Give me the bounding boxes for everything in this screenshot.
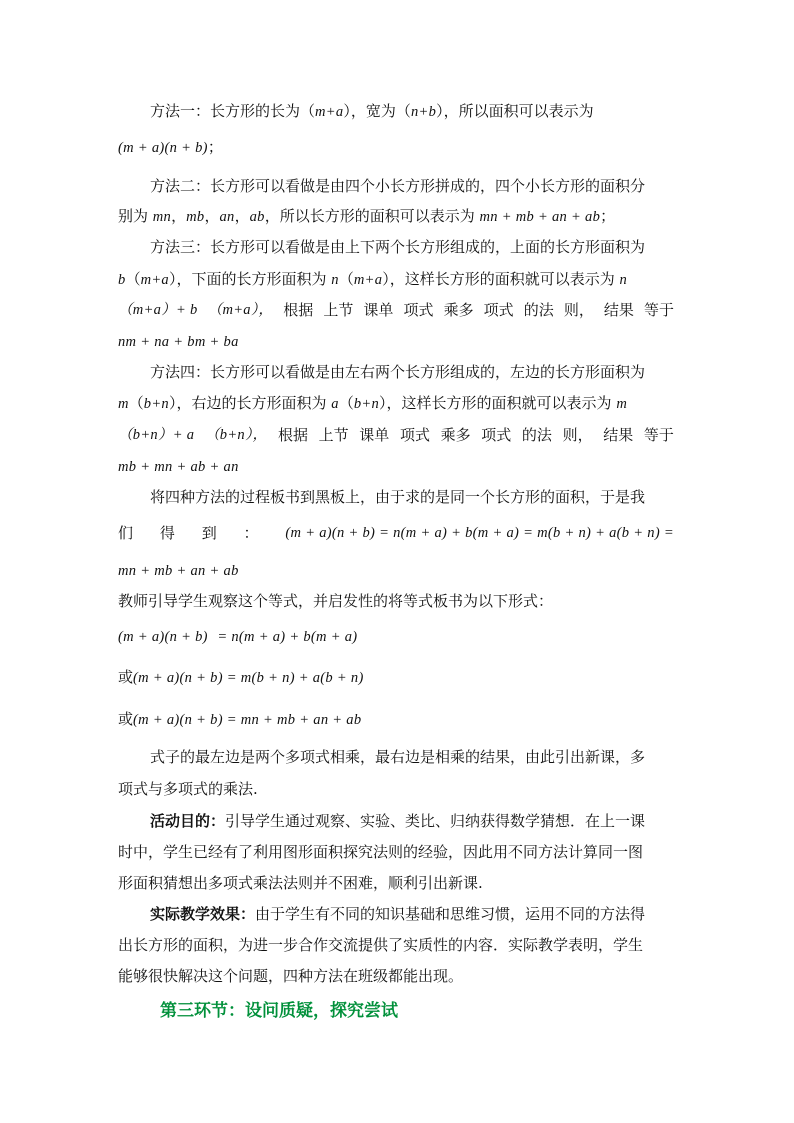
effect-line2: 出长方形的面积，为进一步合作交流提供了实质性的内容．实际教学表明，学生 [118, 936, 644, 954]
method3-line3: （m+a）+ b （m+a）， 根据 上节 课单 项式 乘多 项式 的法 则， 结果 等于 [118, 301, 674, 319]
conclusion-line2: 项式与多项式的乘法. [118, 780, 258, 798]
conclusion-line1: 式子的最左边是两个多项式相乘，最右边是相乘的结果，由此引出新课，多 [150, 748, 646, 766]
method3-line1: 方法三：长方形可以看做是由上下两个长方形组成的，上面的长方形面积为 [150, 238, 646, 256]
activity-label: 活动目的： [150, 812, 226, 830]
summary-line1: 将四种方法的过程板书到黑板上，由于求的是同一个长方形的面积，于是我 [150, 488, 646, 506]
section3-heading: 第三环节：设问质疑，探究尝试 [160, 1001, 398, 1021]
teacher-line: 教师引导学生观察这个等式，并启发性的将等式板书为以下形式： [118, 592, 554, 610]
method4-line2: m（b+n），右边的长方形面积为 a（b+n），这样长方形的面积就可以表示为 m [118, 394, 628, 412]
activity-line1: 活动目的：引导学生通过观察、实验、类比、归纳获得数学猜想．在上一课 [150, 812, 646, 830]
method2-line1: 方法二：长方形可以看做是由四个小长方形拼成的，四个小长方形的面积分 [150, 177, 646, 195]
effect-line3: 能够很快解决这个问题，四种方法在班级都能出现。 [118, 967, 464, 985]
effect-line1: 实际教学效果：由于学生有不同的知识基础和思维习惯，运用不同的方法得 [150, 905, 646, 923]
summary-equation: (m + a)(n + b) = n(m + a) + b(m + a) = m(b + n) + a(b + n) = [285, 525, 674, 541]
method3-line2: b（m+a），下面的长方形面积为 n（m+a），这样长方形的面积就可以表示为 n [118, 270, 628, 288]
method2-line2: 别为 mn，mb，an，ab，所以长方形的面积可以表示为 mn + mb + an + ab； [118, 207, 616, 225]
method1-line1: 方法一：长方形的长为（m+a），宽为（n+b），所以面积可以表示为 [150, 102, 594, 120]
method4-result: mb + mn + ab + an [118, 459, 239, 475]
activity-line2: 时中，学生已经有了利用图形面积探究法则的经验，因此用不同方法计算同一图 [118, 843, 644, 861]
method4-line3: （b+n）+ a （b+n）， 根据 上节 课单 项式 乘多 项式 的法 则， 结果 等于 [118, 426, 674, 444]
activity-line3: 形面积猜想出多项式乘法法则并不困难，顺利引出新课. [118, 874, 483, 892]
method4-line1: 方法四：长方形可以看做是由左右两个长方形组成的，左边的长方形面积为 [150, 363, 646, 381]
teacher-eq3: 或(m + a)(n + b) = mn + mb + an + ab [118, 710, 362, 728]
summary-result: mn + mb + an + ab [118, 563, 239, 579]
teacher-eq1: (m + a)(n + b) = n(m + a) + b(m + a) [118, 629, 358, 645]
method1-line2: (m + a)(n + b)； [118, 138, 223, 156]
method3-result: nm + na + bm + ba [118, 334, 239, 350]
effect-label: 实际教学效果： [150, 905, 256, 923]
summary-line2: 们 得 到 ： (m + a)(n + b) = n(m + a) + b(m + a) = m(b + n) + a(b + n) = [118, 524, 674, 542]
teacher-eq2: 或(m + a)(n + b) = m(b + n) + a(b + n) [118, 668, 364, 686]
